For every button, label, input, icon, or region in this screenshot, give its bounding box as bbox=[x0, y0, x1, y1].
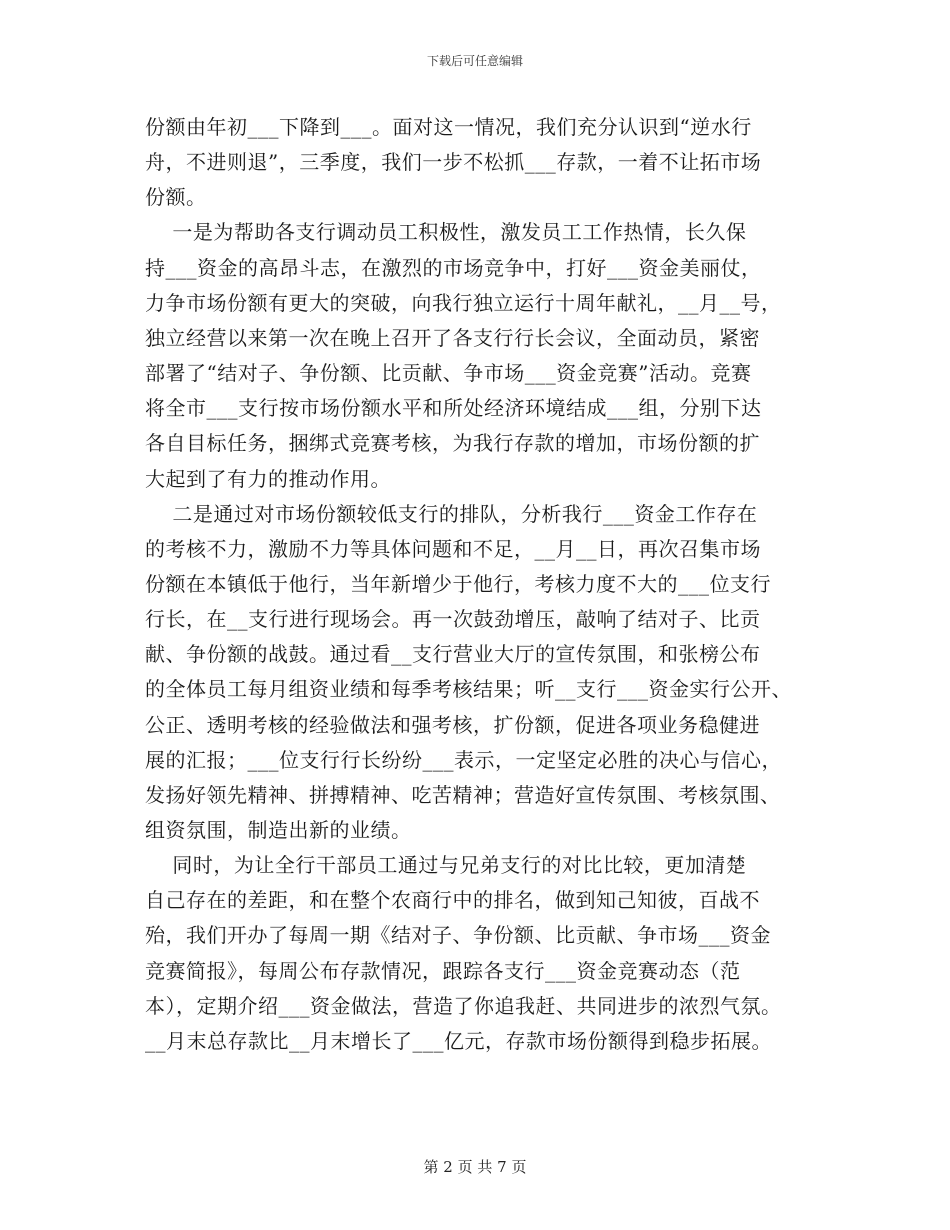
text-line: 份额。 bbox=[145, 185, 207, 209]
page-header: 下载后可任意编辑 bbox=[426, 54, 523, 68]
text-line: 舟，不进则退”，三季度，我们一步不松抓___存款，一着不让拓市场 bbox=[145, 150, 762, 174]
text-line: 力争市场份额有更大的突破，向我行独立运行十周年献礼，__月__号， bbox=[145, 291, 782, 315]
text-line: 将全市___支行按市场份额水平和所处经济环境结成___组，分别下达 bbox=[145, 396, 762, 420]
text-line: 一是为帮助各支行调动员工积极性，激发员工工作热情，长久保 bbox=[145, 220, 747, 244]
text-line: 大起到了有力的推动作用。 bbox=[145, 467, 391, 491]
text-line: 二是通过对市场份额较低支行的排队，分析我行___资金工作存在 bbox=[145, 502, 758, 526]
text-line: 竞赛简报》，每周公布存款情况，跟踪各支行___资金竞赛动态（范 bbox=[145, 959, 741, 983]
text-line: 献、争份额的战鼓。通过看__支行营业大厅的宣传氛围，和张榜公布 bbox=[145, 642, 761, 666]
text-line: 自己存在的差距，和在整个农商行中的排名，做到知己知彼，百战不 bbox=[145, 888, 760, 912]
text-line: 持___资金的高昂斗志，在激烈的市场竞争中，打好___资金美丽仗， bbox=[145, 256, 762, 280]
text-line: 本），定期介绍___资金做法，营造了你追我赶、共同进步的浓烈气氛。 bbox=[145, 994, 782, 1018]
text-line: __月末总存款比__月末增长了___亿元，存款市场份额得到稳步拓展。 bbox=[145, 1029, 772, 1053]
text-line: 发扬好领先精神、拼搏精神、吃苦精神；营造好宣传氛围、考核氛围、 bbox=[145, 783, 781, 807]
text-line: 展的汇报；___位支行行长纷纷___表示，一定坚定必胜的决心与信心， bbox=[145, 748, 782, 772]
text-line: 公正、透明考核的经验做法和强考核，扩份额，促进各项业务稳健进 bbox=[145, 713, 760, 737]
text-line: 组资氛围，制造出新的业绩。 bbox=[145, 818, 412, 842]
text-line: 的全体员工每月组资业绩和每季考核结果；听__支行___资金实行公开、 bbox=[145, 677, 792, 701]
text-line: 殆，我们开办了每周一期《结对子、争份额、比贡献、争市场___资金 bbox=[145, 923, 771, 947]
page-footer: 第 2 页 共 7 页 bbox=[423, 1158, 527, 1176]
text-line: 份额在本镇低于他行，当年新增少于他行，考核力度不大的___位支行 bbox=[145, 572, 771, 596]
text-line: 行长，在__支行进行现场会。再一次鼓劲增压，敲响了结对子、比贡 bbox=[145, 607, 761, 631]
text-line: 的考核不力，激励不力等具体问题和不足，__月__日，再次召集市场 bbox=[145, 537, 761, 561]
text-line: 各自目标任务，捆绑式竞赛考核，为我行存款的增加，市场份额的扩 bbox=[145, 431, 760, 455]
text-line: 同时，为让全行干部员工通过与兄弟支行的对比比较，更加清楚 bbox=[145, 853, 747, 877]
text-line: 独立经营以来第一次在晚上召开了各支行行长会议，全面动员，紧密 bbox=[145, 326, 760, 350]
text-line: 部署了“结对子、争份额、比贡献、争市场___资金竞赛”活动。竞赛 bbox=[145, 361, 752, 385]
text-line: 份额由年初___下降到___。面对这一情况，我们充分认识到“逆水行 bbox=[145, 115, 752, 139]
